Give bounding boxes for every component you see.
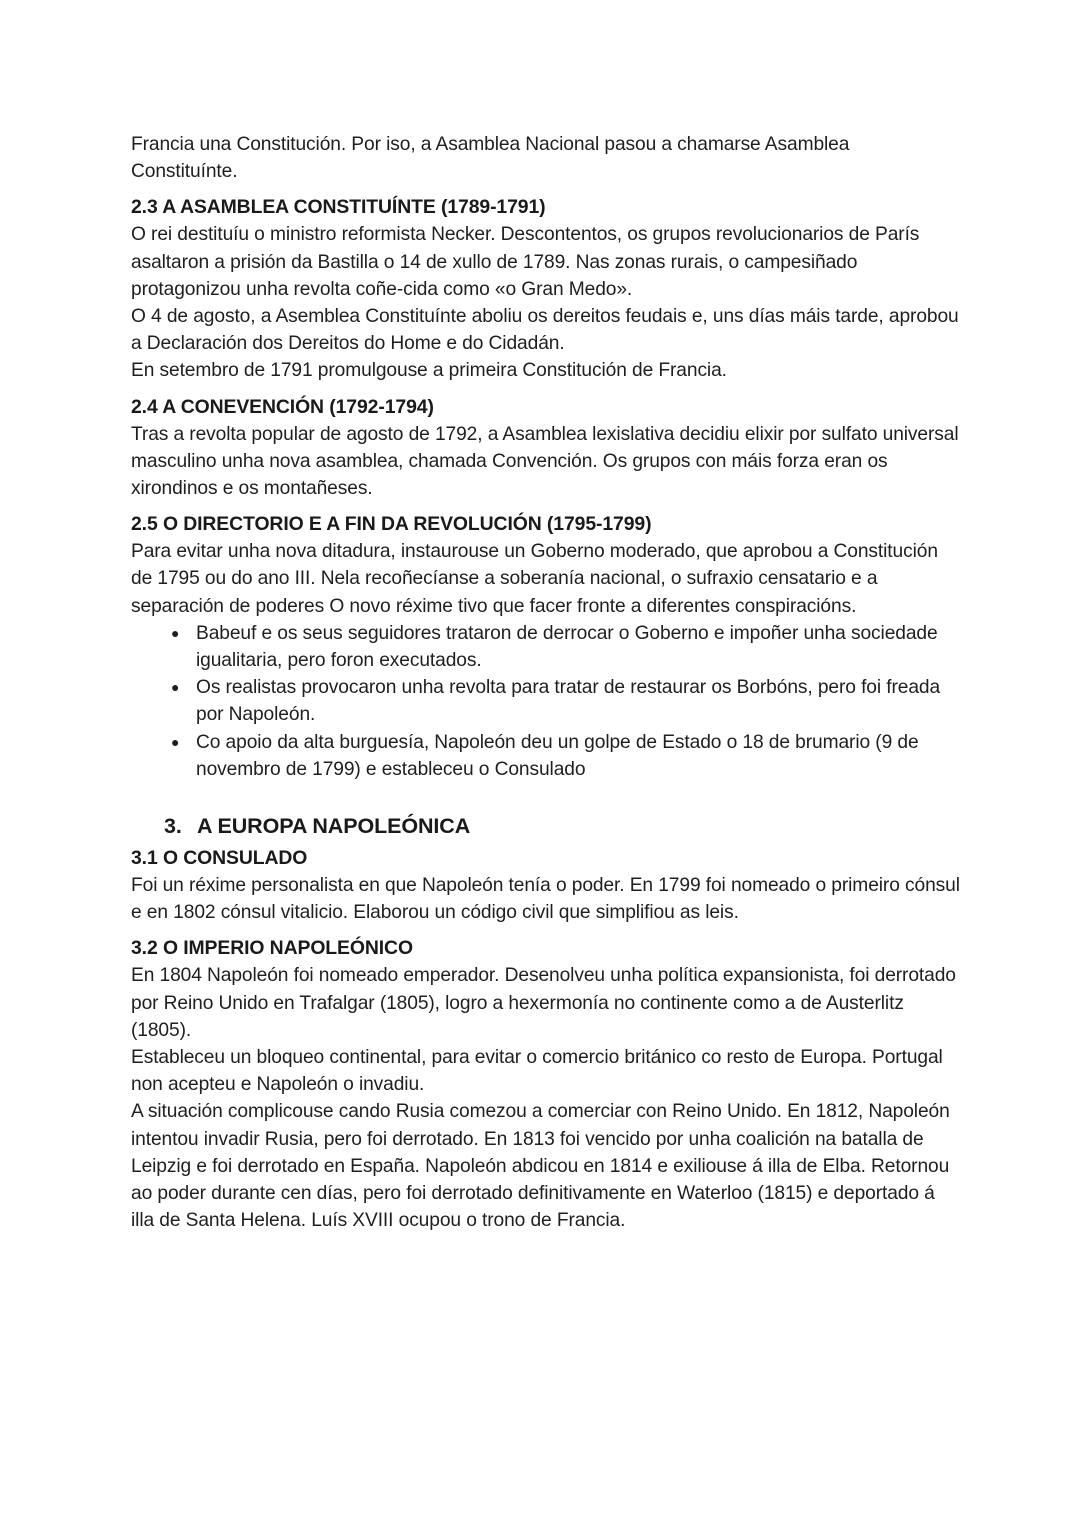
list-item	[131, 729, 961, 783]
paragraph-text: Estableceu un bloqueo continental, para evitar o comercio británico co resto de Europa. Portugal non acepteu e Napoleón o invadiu.	[131, 1047, 943, 1096]
paragraph-text: O 4 de agosto, a Asemblea Constituínte aboliu os dereitos feudais e, uns días máis tarde, aprobou a Declaración dos Dereitos do Home e do Cidadán.	[131, 306, 959, 355]
paragraph: Foi un réxime personalista en que Napoleón tenía o poder. En 1799 foi nomeado o primeiro cónsul e en 1802 cónsul vitalicio. Elaborou un código civil que simplifiou as leis.	[131, 875, 960, 924]
intro-paragraph	[131, 131, 961, 185]
paragraph-text: En 1804 Napoleón foi nomeado emperador. Desenolveu unha política expansionista, foi derrotado por Reino Unido en Trafalgar (1805), logro a hexermonía no continente como a de Austerlitz (1805).	[131, 965, 956, 1041]
paragraph-text: A situación complicouse cando Rusia comezou a comerciar con Reino Unido. En 1812, Napoleón intentou invadir Rusia, pero foi derrotado. En 1813 foi vencido por unha coalición na batalla de Leipzig e foi derrotado en España. Napoleón abdicou en 1814 e exiliouse á illa de Elba. Retornou ao poder durante cen días, pero foi derrotado definitivamente en Waterloo (1815) e deportado á illa de Santa Helena. Luís XVIII ocupou o trono de Francia.	[131, 1101, 950, 1232]
list-item-text: Co apoio da alta burguesía, Napoleón deu un golpe de Estado o 18 de brumario (9 de novembro de 1799) e estableceu o Consulado	[196, 731, 919, 780]
list-item-text: Babeuf e os seus seguidores trataron de derrocar o Goberno e impoñer unha sociedade igualitaria, pero foron executados.	[196, 622, 938, 672]
section-heading: 3.2 O IMPERIO NAPOLEÓNICO	[131, 937, 413, 960]
list-item-text: Os realistas provocaron unha revolta para tratar de restaurar os Borbóns, pero foi freada por Napoleón.	[196, 677, 941, 726]
section-2-4	[131, 394, 961, 503]
intro-line: Constituínte.	[131, 161, 238, 183]
paragraph: Para evitar unha nova ditadura, instaurouse un Goberno moderado, que aprobou a Constitución de 1795 ou do ano III. Nela recoñecíanse a soberanía nacional, o sufraxio censatario e a separación de poderes O novo réxime tivo que facer fronte a diferentes conspiracións.	[131, 541, 938, 617]
bullet-icon: ●	[171, 733, 180, 750]
section-3-1	[131, 845, 961, 926]
bullet-icon: ●	[171, 679, 180, 696]
section-heading: 2.5 O DIRECTORIO E A FIN DA REVOLUCIÓN (1795-1799)	[131, 513, 652, 536]
list-item	[131, 674, 961, 728]
section-heading: 2.4 A CONEVENCIÓN (1792-1794)	[131, 395, 434, 418]
section-heading: 3.1 O CONSULADO	[131, 847, 308, 870]
chapter-title: A EUROPA NAPOLEÓNICA	[197, 814, 471, 839]
paragraph	[131, 962, 961, 1234]
paragraph	[131, 221, 961, 384]
bullet-list	[131, 620, 961, 783]
paragraph-text: O rei destituíu o ministro reformista Necker. Descontentos, os grupos revolucionarios de París asaltaron a prisión da Bastilla o 14 de xullo de 1789. Nas zonas rurais, o campesiñado protagonizou unha revolta coñe-cida como «o Gran Medo».	[131, 224, 920, 300]
chapter-number: 3.	[164, 814, 182, 839]
paragraph-text: En setembro de 1791 promulgouse a primeira Constitución de Francia.	[131, 360, 727, 382]
section-2-3	[131, 194, 961, 384]
paragraph: Tras a revolta popular de agosto de 1792, a Asamblea lexislativa decidiu elixir por sulfato universal masculino unha nova asamblea, chamada Convención. Os grupos con máis forza eran os xirondinos e os montañeses.	[131, 423, 959, 500]
document-page	[131, 131, 961, 1235]
bullet-icon: ●	[171, 624, 180, 641]
chapter-heading	[131, 811, 961, 841]
list-item	[131, 620, 961, 674]
section-2-5	[131, 511, 961, 783]
intro-line: Francia una Constitución. Por iso, a Asamblea Nacional pasou a chamarse Asamblea	[131, 134, 850, 155]
section-heading: 2.3 A ASAMBLEA CONSTITUÍNTE (1789-1791)	[131, 196, 546, 219]
section-3-2	[131, 935, 961, 1234]
